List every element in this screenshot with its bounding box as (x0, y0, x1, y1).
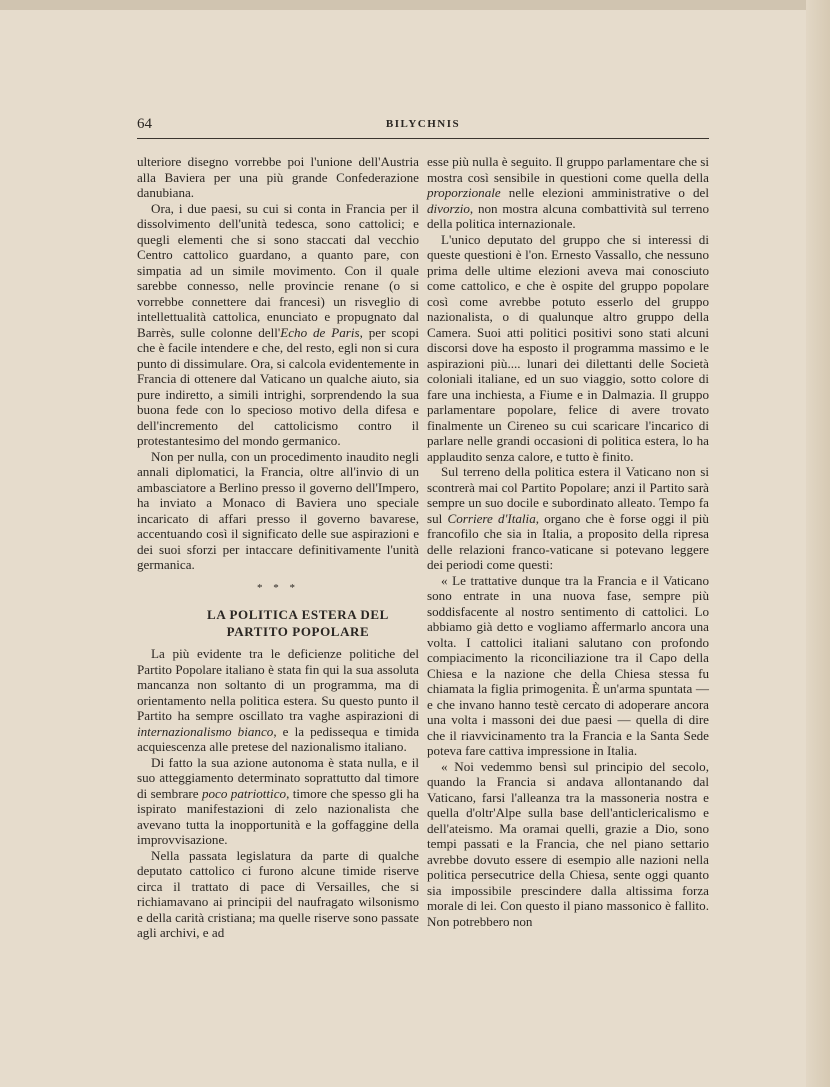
paragraph (137, 646, 419, 755)
page-header (137, 116, 709, 138)
text-run: La più evidente tra le deficienze politiche del Partito Popolare italiano è stata fin qui la sua assoluta mancanza non soltanto di un programma, ma di orientamento nella politica estera. Su questo punto il Partito ha sempre oscillato tra vaghe aspirazioni di (137, 646, 419, 723)
page-top-edge (0, 0, 830, 10)
italic-run: poco patriottico (201, 785, 287, 801)
paragraph: « Noi vedemmo bensì sul principio del secolo, quando la Francia si andava allontanando dal Vaticano, farsi l'alleanza tra la massoneria nostra e quella d'oltr'Alpe sulla base dell'anticlericalismo e dell'ateismo. Ma oramai quelli, grazie a Dio, sono tempi passati e la Francia, che nel piano settario avrebbe dovuto essere di esempio alle nazioni nella politica persecutrice della Chiesa, sente oggi quanto sia impossibile prescindere dalla altissima forza morale di lei. Con questo il piano massonico è fallito. Non potrebbero non (427, 758, 709, 929)
running-head: BILYCHNIS (385, 118, 461, 130)
left-column (137, 154, 419, 941)
italic-run: Corriere d'Italia (447, 510, 536, 526)
paragraph (427, 154, 709, 232)
paragraph (137, 201, 419, 449)
italic-run: proporzionale (427, 185, 501, 200)
italic-run: Echo de Paris (280, 324, 360, 340)
right-column (427, 154, 709, 929)
text-run: Di fatto la sua azione autonoma è stata nulla, e il suo atteggiamento determinato soprattutto dal timore di sembrare (137, 754, 419, 801)
text-run: esse più nulla è seguito. Il gruppo parlamentare che si mostra così sensibile in questioni come quella della (427, 154, 709, 185)
text-run: , per scopi che è facile intendere e che, del resto, egli non si cura punto di dissimulare. Ora, si calcola evidentemente in Francia di ottenere dal Vaticano un qualche aiuto, sia pure indiretto, a simili intrighi, sorprendendo la sua buona fede con lo specioso motivo della difesa e dell'incremento del cattolicismo contro il protestantesimo del mondo germanico. (137, 324, 419, 448)
text-run: Ora, i due paesi, su cui si conta in Francia per il dissolvimento dell'unità tedesca, sono cattolici; e quegli elementi che si sono staccati dal vecchio Centro cattolico guardano, a quanto pare, con simpatia ad un simile movimento. Con il quale sarebbe connesso, nelle provincie renane (o si vorrebbe connettere dai francesi) un risveglio di intellettualità cattolica, enunciato e propugnato dal Barrès, sulle colonne dell' (137, 200, 419, 340)
paragraph: Non per nulla, con un procedimento inaudito negli annali diplomatici, la Francia, oltre all'invio di un ambasciatore a Berlino presso il governo dell'Impero, ha inviato a Monaco di Baviera uno speciale incaricato di affari presso il governo bavarese, accentuando così il significato delle sue aspirazioni e dei suoi sforzi per intaccare definitivamente l'unità germanica. (137, 448, 419, 572)
section-separator: * * * (257, 581, 299, 594)
text-run: , organo che è forse oggi il più francofilo che sia in Italia, a proposito della ripresa delle relazioni franco-vaticane si potevano leggere dei periodi come questi: (427, 510, 709, 572)
paragraph: L'unico deputato del gruppo che si interessi di queste questioni è l'on. Ernesto Vassallo, che nessuno prima delle ultime elezioni aveva mai conosciuto come cattolico, e che è ospite del gruppo popolare così come avrebbe potuto esserlo del gruppo nazionalista, o di qualunque altro gruppo della Camera. Suoi atti politici positivi sono stati alcuni discorsi dove ha esposto il programma massimo e le aspirazioni più.... lunari dei dilettanti delle Società coloniali italiane, ed un suo viaggio, sotto colore di fare una inchiesta, a Fiume e in Dalmazia. Il gruppo parlamentare popolare, felice di avere trovato finalmente un Cireneo su cui scaricare l'incarico di parlare nelle grandi occasioni di politica estera, lo ha applaudito senza calore, e tutto è finito. (427, 231, 709, 464)
text-run: Sul terreno della politica estera il Vaticano non si scontrerà mai col Partito Popolare; anzi il Partito sarà sempre un suo docile e subordinato alleato. Tempo fa sul (427, 464, 709, 526)
italic-run: internazionalismo bianco (137, 723, 274, 739)
page-right-edge (806, 0, 830, 1087)
paragraph (427, 464, 709, 573)
section-title-line: LA POLITICA ESTERA DEL (207, 607, 389, 622)
section-title-line: PARTITO POPOLARE (226, 624, 370, 639)
italic-run: divorzio (427, 200, 470, 216)
text-run: nelle elezioni amministrative o del (500, 185, 709, 200)
paragraph: ulteriore disegno vorrebbe poi l'unione dell'Austria alla Baviera per una più grande Confederazione danubiana. (137, 154, 419, 200)
text-run: , e la pedissequa e timida acquiescenza alle pretese del nazionalismo italiano. (137, 723, 420, 754)
header-rule (137, 138, 709, 139)
section-title (137, 606, 419, 640)
page-number: 64 (137, 116, 152, 132)
text-run: , non mostra alcuna combattività sul terreno della politica internazionale. (427, 200, 709, 231)
text-run: , timore che spesso gli ha ispirato manifestazioni di zelo nazionalista che avevano tutta la inopportunità e la goffaggine della improvvisazione. (137, 785, 419, 847)
paragraph: « Le trattative dunque tra la Francia e il Vaticano sono entrate in una nuova fase, sempre più soddisfacente al nostro sentimento di cattolici. Lo abbiamo già detto e vogliamo affermarlo ancora una volta. I cattolici italiani salutano con profondo compiacimento la riconciliazione tra il Capo della Chiesa e la nazione che della Chiesa stessa fu chiamata la figlia primogenita. È un'arma spuntata — e che invano hanno testè cercato di adoperare ancora una volta i massoni dei due paesi — quella di dire che il riavvicinamento tra la Francia e la Santa Sede poteva fare cattiva impressione in Italia. (427, 572, 709, 758)
paragraph: Nella passata legislatura da parte di qualche deputato cattolico ci furono alcune timide riserve circa il trattato di pace di Versailles, che si richiamavano ai principii del naufragato wilsonismo e della carità cristiana; ma quelle riserve sono passate agli archivi, e ad (137, 847, 419, 940)
paragraph (137, 755, 419, 848)
